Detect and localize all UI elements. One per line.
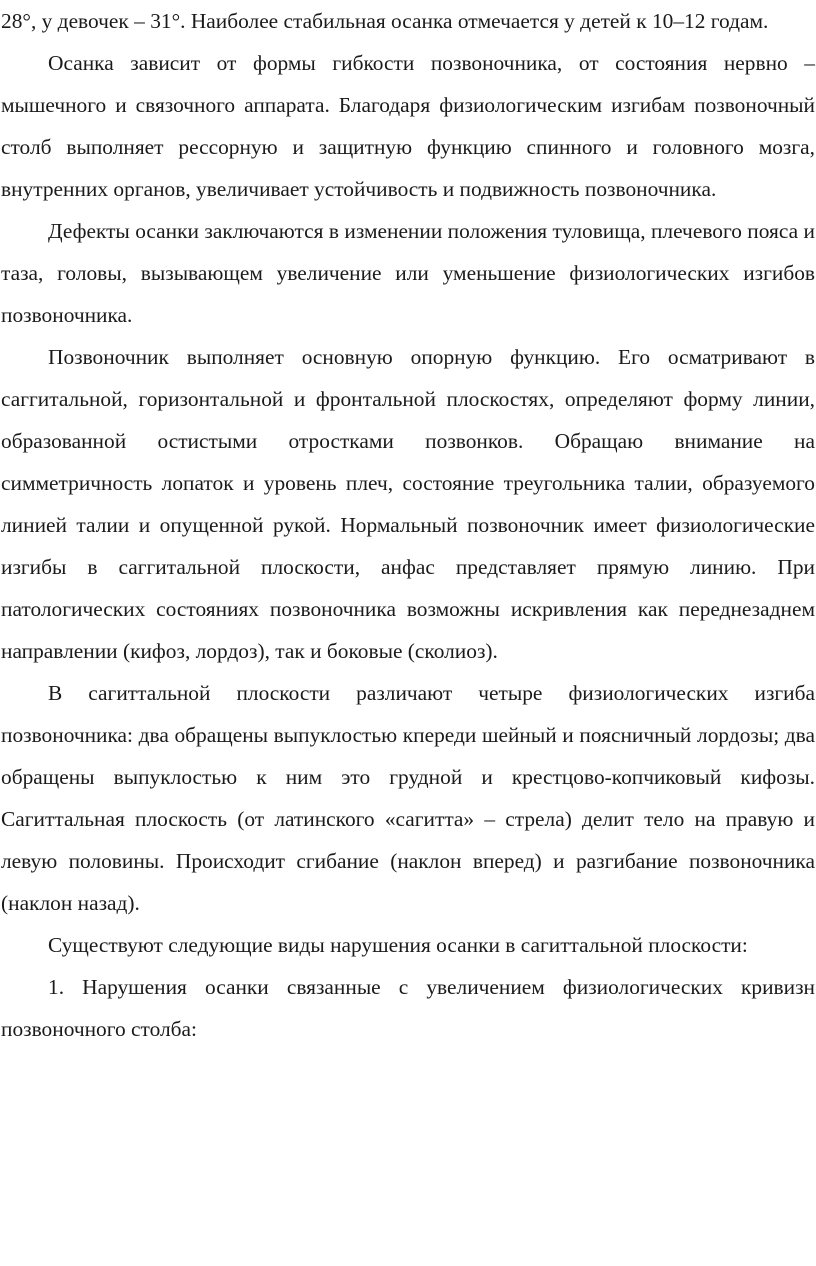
paragraph-violation-types: Существуют следующие виды нарушения осанки в сагиттальной плоскости: — [48, 933, 748, 957]
paragraph-sagittal-plane: В сагиттальной плоскости различают четыре физиологических изгиба позвоночника: два обращены выпуклостью кпереди шейный и поясничный лордозы; два обращены выпуклостью к ним это грудной и крестцово-копчиковый кифозы. Сагиттальная плоскость (от латинского «сагитта» – стрела) делит тело на правую и левую половины. Происходит сгибание (наклон вперед) и разгибание позвоночника (наклон назад). — [1, 681, 815, 915]
paragraph-spine-function: Позвоночник выполняет основную опорную функцию. Его осматривают в саггитальной, горизонтальной и фронтальной плоскостях, определяют форму линии, образованной остистыми отростками позвонков. Обращаю внимание на симметричность лопаток и уровень плеч, состояние треугольника талии, образуемого линией талии и опущенной рукой. Нормальный позвоночник имеет физиологические изгибы в саггитальной плоскости, анфас представляет прямую линию. При патологических состояниях позвоночника возможны искривления как переднезаднем направлении (кифоз, лордоз), так и боковые (сколиоз). — [1, 345, 815, 663]
paragraph-posture-dependence: Осанка зависит от формы гибкости позвоночника, от состояния нервно – мышечного и связочного аппарата. Благодаря физиологическим изгибам позвоночный столб выполняет рессорную и защитную функцию спинного и головного мозга, внутренних органов, увеличивает устойчивость и подвижность позвоночника. — [1, 51, 815, 201]
paragraph-list-item-1: 1. Нарушения осанки связанные с увеличением физиологических кривизн позвоночного столба: — [1, 975, 815, 1041]
document-body — [1, 0, 815, 1050]
paragraph-continuation: 28°, у девочек – 31°. Наиболее стабильная осанка отмечается у детей к 10–12 годам. — [1, 9, 769, 33]
paragraph-posture-defects: Дефекты осанки заключаются в изменении положения туловища, плечевого пояса и таза, головы, вызывающем увеличение или уменьшение физиологических изгибов позвоночника. — [1, 219, 815, 327]
